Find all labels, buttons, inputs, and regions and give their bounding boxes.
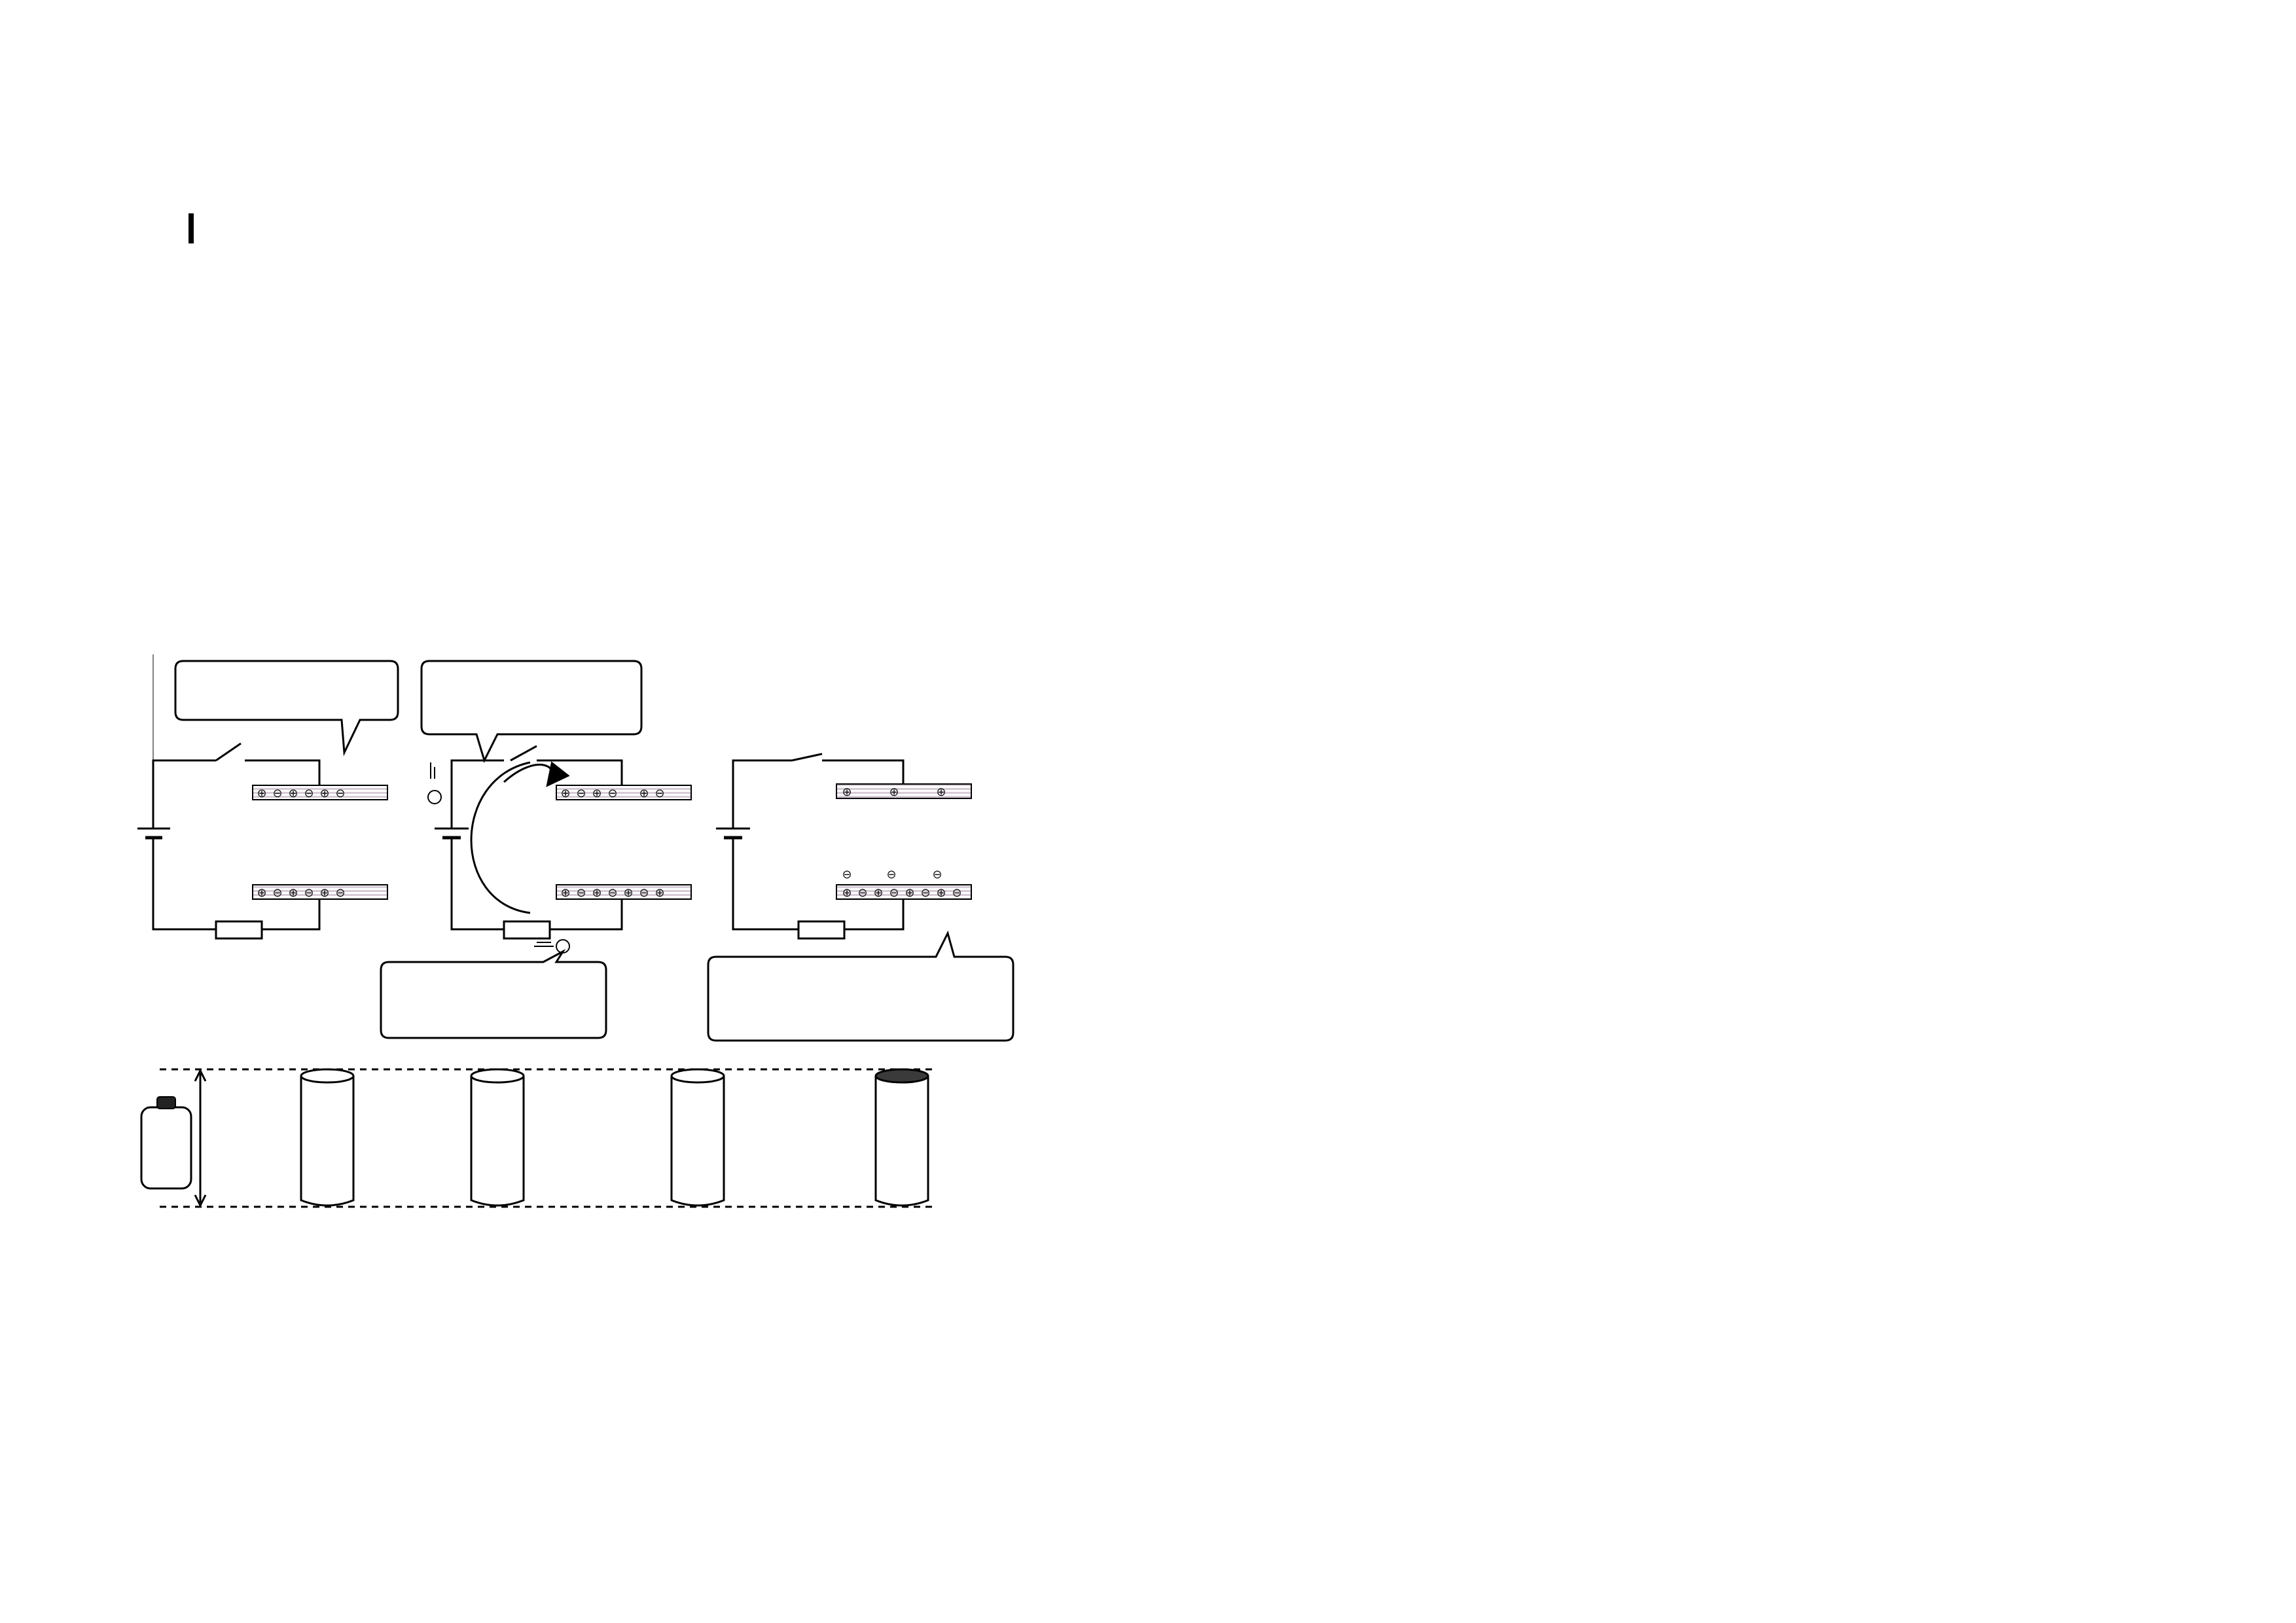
svg-text:⊖: ⊖ (304, 886, 314, 899)
svg-text:⊕: ⊕ (873, 886, 884, 899)
svg-text:⊖: ⊖ (576, 787, 586, 800)
svg-text:⊕: ⊕ (623, 886, 634, 899)
svg-text:⊖: ⊖ (952, 886, 962, 899)
svg-text:⊕: ⊕ (257, 787, 267, 800)
svg-text:⊕: ⊕ (655, 886, 665, 899)
svg-text:⊖: ⊖ (886, 868, 897, 881)
battery-icon (141, 1097, 191, 1188)
tank-full (876, 1069, 928, 1205)
svg-text:⊖: ⊖ (920, 886, 931, 899)
callout-neutral (175, 661, 398, 753)
callout-current (422, 661, 641, 760)
section-heading (188, 213, 194, 243)
svg-text:⊖: ⊖ (272, 787, 283, 800)
svg-text:⊕: ⊕ (319, 787, 330, 800)
svg-text:⊖: ⊖ (655, 787, 665, 800)
svg-text:⊕: ⊕ (592, 886, 602, 899)
svg-text:⊕: ⊕ (905, 886, 915, 899)
svg-text:⊖: ⊖ (639, 886, 649, 899)
svg-text:⊖: ⊖ (335, 886, 346, 899)
tank-mostly-full (672, 1069, 724, 1205)
svg-text:⊕: ⊕ (936, 886, 946, 899)
svg-text:⊕: ⊕ (842, 785, 852, 798)
svg-text:⊖: ⊖ (607, 787, 618, 800)
svg-text:⊕: ⊕ (288, 787, 298, 800)
circuit-3 (716, 754, 971, 938)
callout-electron (381, 952, 606, 1038)
svg-text:⊖: ⊖ (304, 787, 314, 800)
svg-text:⊕: ⊕ (842, 886, 852, 899)
svg-text:⊕: ⊕ (560, 886, 571, 899)
svg-text:⊕: ⊕ (257, 886, 267, 899)
svg-text:⊕: ⊕ (592, 787, 602, 800)
circuit-2 (428, 746, 691, 953)
svg-text:⊕: ⊕ (560, 787, 571, 800)
svg-text:⊖: ⊖ (932, 868, 942, 881)
svg-text:⊖: ⊖ (576, 886, 586, 899)
capacitor-charging-figure (111, 654, 1028, 1230)
svg-text:⊖: ⊖ (335, 787, 346, 800)
right-page (1148, 0, 2296, 1623)
svg-text:⊖: ⊖ (607, 886, 618, 899)
tank-analogy (141, 1069, 936, 1207)
svg-text:⊖: ⊖ (889, 886, 899, 899)
svg-text:⊖: ⊖ (272, 886, 283, 899)
svg-text:⊖: ⊖ (842, 868, 852, 881)
svg-text:⊕: ⊕ (319, 886, 330, 899)
potential-difference-label (195, 1071, 206, 1205)
callout-equal (708, 933, 1013, 1041)
svg-text:⊕: ⊕ (936, 785, 946, 798)
svg-text:⊕: ⊕ (639, 787, 649, 800)
svg-text:⊕: ⊕ (889, 785, 899, 798)
tank-empty (301, 1069, 353, 1205)
svg-text:⊖: ⊖ (857, 886, 868, 899)
svg-text:⊕: ⊕ (288, 886, 298, 899)
tank-partial (471, 1069, 524, 1205)
